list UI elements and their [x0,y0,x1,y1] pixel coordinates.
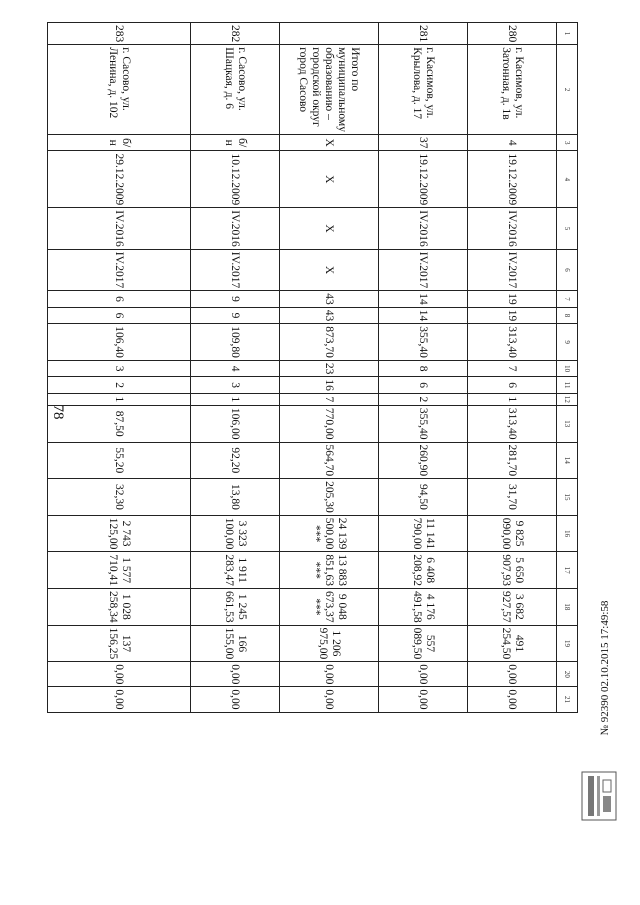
table-cell: 55,20 [48,442,191,479]
table-cell: 313,40 [468,405,557,442]
table-cell: 6 [379,377,468,394]
table-cell: 137 156,25 [48,625,191,662]
table-cell: 1 [48,393,191,405]
column-number: 3 [557,134,578,151]
table-cell: б/н [191,134,280,151]
table-cell: 2 [48,377,191,394]
column-number: 13 [557,405,578,442]
table-cell: 3 682 927,57 [468,589,557,626]
table-cell: 0,00 [468,662,557,687]
table-cell: 1 206 975,00 [280,625,379,662]
table-cell: 14 [379,291,468,308]
table-cell: IV.2016 [191,208,280,250]
column-number: 4 [557,151,578,208]
address-cell: Итого по муниципальному образованию – городской округ город Сасово [280,45,379,135]
table-cell: б/н [48,134,191,151]
rotated-table-frame [58,22,578,842]
table-cell: 1 911 283,47 [191,552,280,589]
table-row [379,23,468,713]
table-row [280,23,379,713]
table-cell: 106,00 [191,405,280,442]
table-cell: 5 650 907,93 [468,552,557,589]
table-cell: 43 [280,291,379,308]
table-cell: 19.12.2009 [468,151,557,208]
column-number: 18 [557,589,578,626]
table-row [48,23,191,713]
table-row [468,23,557,713]
address-cell: г. Сасово, ул. Ленина, д. 102 [48,45,191,135]
address-cell: г. Сасово, ул. Шацкая, д. 6 [191,45,280,135]
table-cell: 0,00 [379,687,468,712]
table-cell: 0,00 [379,662,468,687]
column-number: 8 [557,307,578,324]
table-cell: 557 089,50 [379,625,468,662]
column-number: 17 [557,552,578,589]
table-cell: 0,00 [191,687,280,712]
column-number: 16 [557,515,578,552]
table-cell: 9 825 090,00 [468,515,557,552]
table-cell: 166 155,00 [191,625,280,662]
table-cell: 19.12.2009 [379,151,468,208]
table-body [48,23,578,713]
address-cell: г. Касимов, ул. Затонная, д. 1в [468,45,557,135]
column-number: 21 [557,687,578,712]
table-cell: 0,00 [468,687,557,712]
table-cell: 3 [48,360,191,377]
table-cell: 13,80 [191,479,280,516]
address-cell: г. Касимов, ул. Крылова, д. 17 [379,45,468,135]
table-cell: 491 254,50 [468,625,557,662]
table-cell: 564,70 [280,442,379,479]
table-cell: 14 [379,307,468,324]
table-cell: 355,40 [379,324,468,361]
column-number: 6 [557,249,578,291]
table-cell: 23 [280,360,379,377]
table-cell: 1 245 661,53 [191,589,280,626]
column-number: 5 [557,208,578,250]
table-cell: 205,30 [280,479,379,516]
table-cell: 2 [379,393,468,405]
table-cell: IV.2017 [191,249,280,291]
table-cell: X [280,151,379,208]
table-cell: 281 [379,23,468,45]
registration-stamp: № 92390 02.10.2015 17:49:58 [599,600,611,736]
column-number: 12 [557,393,578,405]
table-cell: IV.2017 [379,249,468,291]
table-cell: 313,40 [468,324,557,361]
table-cell: 0,00 [48,687,191,712]
table-cell [280,23,379,45]
table-cell: 19 [468,307,557,324]
table-cell: 92,20 [191,442,280,479]
table-cell: 94,50 [379,479,468,516]
table-cell: 9 [191,307,280,324]
column-number: 15 [557,479,578,516]
table-cell: 1 [191,393,280,405]
table-cell: 13 883 851,63 *** [280,552,379,589]
table-cell: 6 408 208,92 [379,552,468,589]
table-cell: 31,70 [468,479,557,516]
table-cell: 4 [468,134,557,151]
table-cell: 2 743 125,00 [48,515,191,552]
column-number: 14 [557,442,578,479]
table-cell: X [280,208,379,250]
table-cell: IV.2016 [48,208,191,250]
table-cell: 10.12.2009 [191,151,280,208]
table-cell: 283 [48,23,191,45]
table-cell: X [280,249,379,291]
table-cell: 282 [191,23,280,45]
table-cell: 4 176 491,58 [379,589,468,626]
column-number: 19 [557,625,578,662]
column-number-row [557,23,578,713]
table-cell: 0,00 [48,662,191,687]
table-cell: IV.2017 [468,249,557,291]
table-cell: IV.2017 [48,249,191,291]
table-cell: 109,80 [191,324,280,361]
table-cell: 29.12.2009 [48,151,191,208]
column-number: 20 [557,662,578,687]
emblem-logo-icon [580,770,618,822]
table-cell: 1 028 258,34 [48,589,191,626]
table-cell: 24 139 500,00 *** [280,515,379,552]
table-cell: 37 [379,134,468,151]
table-cell: 873,70 [280,324,379,361]
table-cell: 87,50 [48,405,191,442]
table-cell: 1 577 710,41 [48,552,191,589]
table-cell: 9 [191,291,280,308]
column-number: 10 [557,360,578,377]
table-cell: 3 323 100,00 [191,515,280,552]
table-cell: 6 [468,377,557,394]
table-cell: 16 [280,377,379,394]
table-cell: IV.2016 [468,208,557,250]
table-cell: 9 048 673,37 *** [280,589,379,626]
table-cell: 1 [468,393,557,405]
table-cell: 0,00 [191,662,280,687]
table-cell: IV.2016 [379,208,468,250]
table-cell: 0,00 [280,687,379,712]
page-number: 78 [50,404,66,420]
data-table [47,22,578,713]
column-number: 7 [557,291,578,308]
table-cell: 43 [280,307,379,324]
table-cell: 32,30 [48,479,191,516]
column-number: 11 [557,377,578,394]
table-cell: 6 [48,307,191,324]
table-row [191,23,280,713]
table-cell: 19 [468,291,557,308]
table-cell: X [280,134,379,151]
table-cell: 106,40 [48,324,191,361]
table-cell: 3 [191,377,280,394]
table-cell: 281,70 [468,442,557,479]
table-cell: 7 [468,360,557,377]
table-cell: 4 [191,360,280,377]
table-cell: 6 [48,291,191,308]
column-number: 2 [557,45,578,135]
column-number: 9 [557,324,578,361]
table-cell: 11 141 790,00 [379,515,468,552]
table-cell: 770,00 [280,405,379,442]
table-cell: 8 [379,360,468,377]
table-cell: 260,90 [379,442,468,479]
table-cell: 0,00 [280,662,379,687]
table-cell: 280 [468,23,557,45]
table-cell: 7 [280,393,379,405]
table-cell: 355,40 [379,405,468,442]
column-number: 1 [557,23,578,45]
